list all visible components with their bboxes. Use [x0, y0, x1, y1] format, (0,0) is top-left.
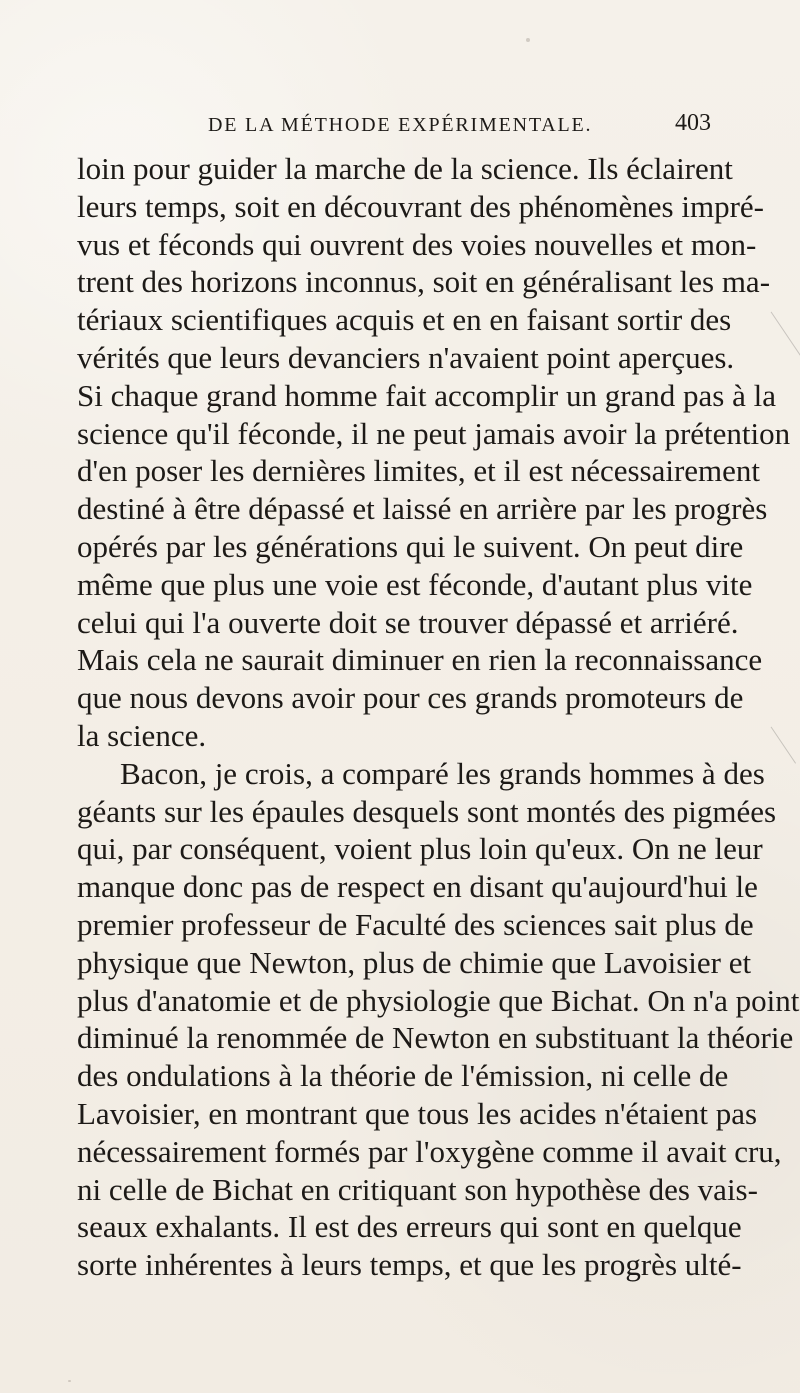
- text-line: diminué la renommée de Newton en substituant la théorie: [77, 1020, 794, 1056]
- text-line: premier professeur de Faculté des sciences sait plus de: [77, 906, 754, 942]
- page-header: [0, 110, 800, 146]
- running-title: DE LA MÉTHODE EXPÉRIMENTALE.: [208, 114, 593, 136]
- text-line: science qu'il féconde, il ne peut jamais avoir la prétention: [77, 415, 791, 451]
- text-line: vérités que leurs devanciers n'avaient point aperçues.: [77, 339, 735, 375]
- main-text: [77, 150, 800, 1284]
- text-line: vus et féconds qui ouvrent des voies nouvelles et mon-: [77, 226, 757, 262]
- page-edge-mark: [759, 312, 800, 378]
- text-line: opérés par les générations qui le suivent. On peut dire: [77, 528, 744, 564]
- text-line: tériaux scientifiques acquis et en en faisant sortir des: [77, 302, 732, 338]
- text-line: la science.: [77, 717, 207, 753]
- paper-speck: [526, 38, 530, 42]
- text-line: que nous devons avoir pour ces grands promoteurs de: [77, 680, 744, 716]
- text-line: sorte inhérentes à leurs temps, et que les progrès ulté-: [77, 1247, 742, 1283]
- page-number: 403: [675, 110, 711, 136]
- text-line: Mais cela ne saurait diminuer en rien la reconnaissance: [77, 642, 763, 678]
- text-line: trent des horizons inconnus, soit en généralisant les ma-: [77, 264, 771, 300]
- text-line: manque donc pas de respect en disant qu'aujourd'hui le: [77, 869, 758, 905]
- text-line: leurs temps, soit en découvrant des phénomènes impré-: [77, 188, 764, 224]
- text-line: destiné à être dépassé et laissé en arrière par les progrès: [77, 491, 768, 527]
- text-line: celui qui l'a ouverte doit se trouver dépassé et arriéré.: [77, 604, 739, 640]
- paragraph-start-line: Bacon, je crois, a comparé les grands hommes à des: [120, 755, 765, 791]
- text-line: géants sur les épaules desquels sont montés des pigmées: [77, 793, 777, 829]
- text-line: Si chaque grand homme fait accomplir un grand pas à la: [77, 377, 776, 413]
- text-line: des ondulations à la théorie de l'émission, ni celle de: [77, 1058, 729, 1094]
- text-line: même que plus une voie est féconde, d'autant plus vite: [77, 566, 753, 602]
- text-line: nécessairement formés par l'oxygène comme il avait cru,: [77, 1133, 782, 1169]
- text-line: ni celle de Bichat en critiquant son hypothèse des vais-: [77, 1171, 758, 1207]
- text-line: Lavoisier, en montrant que tous les acides n'étaient pas: [77, 1095, 758, 1131]
- text-line: physique que Newton, plus de chimie que Lavoisier et: [77, 944, 752, 980]
- text-line: d'en poser les dernières limites, et il est nécessairement: [77, 453, 761, 489]
- text-line: seaux exhalants. Il est des erreurs qui sont en quelque: [77, 1209, 742, 1245]
- text-line: plus d'anatomie et de physiologie que Bichat. On n'a point: [77, 982, 800, 1018]
- paper-speck: [68, 1380, 71, 1382]
- text-line: loin pour guider la marche de la science. Ils éclairent: [77, 151, 733, 186]
- text-line: qui, par conséquent, voient plus loin qu'eux. On ne leur: [77, 831, 763, 867]
